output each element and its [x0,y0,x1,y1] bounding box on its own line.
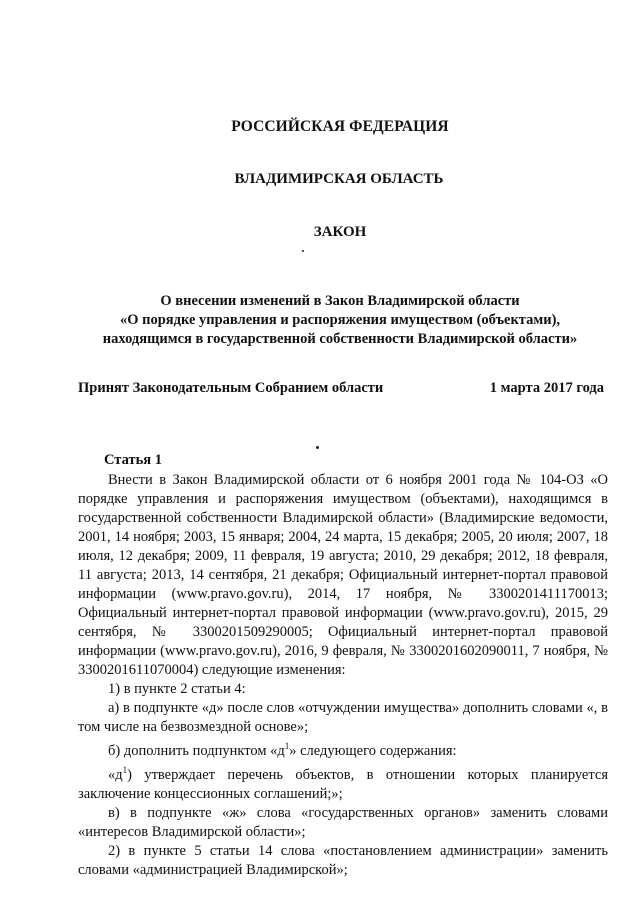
list-item: а) в подпункте «д» после слов «отчуждении имущества» дополнить словами «, в том числе на безвозмездной основе»; [78,700,608,735]
list-item-text: ) утверждает перечень объектов, в отношении которых планируется заключение концессионных соглашений;»; [78,766,608,802]
adoption-date: 1 марта 2017 года [489,380,604,396]
list-item: в) в подпункте «ж» слова «государственных органов» заменить словами «интересов Владимирской области»; [78,804,608,840]
superscript: 1 [122,764,128,775]
list-item [78,761,608,804]
list-item-text: «д [108,766,123,783]
article-heading: Статья 1 [104,452,162,468]
article-intro: Внести в Закон Владимирской области от 6 ноября 2001 года № 104-ОЗ «О порядке управления и распоряжения имуществом (объектами), находящимся в государственной собственности Владимирской области» (Владимирские ведомости, 2001, 14 ноября; 2003, 15 января; 2004, 24 марта, 15 декабря; 2005, 20 июля; 2007, 18 июля, 12 декабря; 2009, 11 февраля, 19 августа; 2010, 29 декабря; 2012, 18 февраля, 11 августа; 2013, 14 сентября, 21 декабря; Официальный интернет-портал правовой информации (www.pravo.gov.ru), 2014, 17 ноября, № 3300201411170013; Официальный интернет-портал правовой информации (www.pravo.gov.ru), 2015, 29 сентября, № 3300201509290005; Официальный интернет-портал правовой информации (www.pravo.gov.ru), 2016, 9 февраля, № 3300201602090011, 7 ноября, № 3300201611070004) следующие изменения: [78,472,608,678]
list-item-text: б) дополнить подпунктом «д [108,742,285,759]
list-item: 2) в пункте 5 статьи 14 слова «постановлением администрации» заменить словами «администрацией Владимирской»; [78,842,608,878]
law-title-line: «О порядке управления и распоряжения имуществом (объектами), [119,312,561,328]
superscript: 1 [284,741,290,751]
list-item-text: » следующего содержания: [289,742,457,759]
article-body [78,471,608,880]
scan-speck [302,250,304,252]
adopted-by: Принят Законодательным Собранием области [78,380,384,396]
document-type-heading: ЗАКОН [313,224,367,240]
federation-heading: РОССИЙСКАЯ ФЕДЕРАЦИЯ [231,118,449,135]
list-item: 1) в пункте 2 статьи 4: [108,681,246,697]
list-item [78,737,608,761]
law-title-line: находящимся в государственной собственности Владимирской области» [102,331,578,347]
scan-speck [316,446,319,449]
law-title-line: О внесении изменений в Закон Владимирской области [160,293,520,309]
region-heading: ВЛАДИМИРСКАЯ ОБЛАСТЬ [234,171,444,187]
law-title [0,292,640,349]
adoption-line [78,380,604,397]
